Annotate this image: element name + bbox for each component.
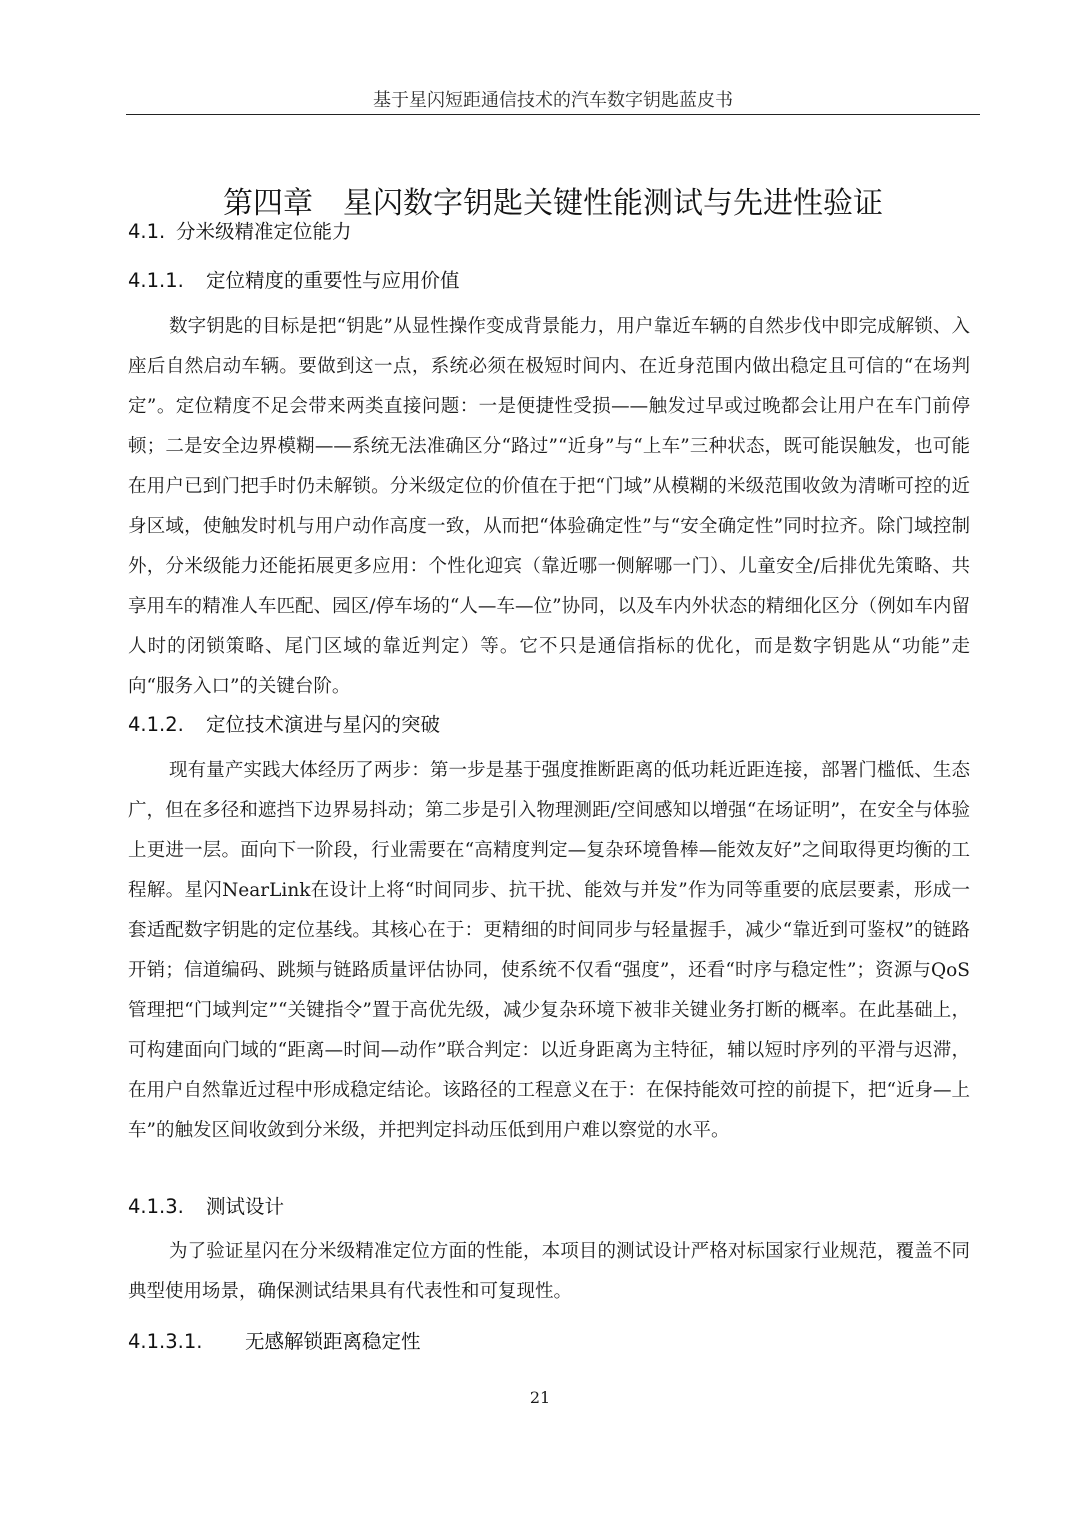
- section-title: 定位技术演进与星闪的突破: [206, 713, 441, 736]
- section-heading-4-1-3: [128, 1191, 284, 1219]
- body-paragraph-2: 现有量产实践大体经历了两步：第一步是基于强度推断距离的低功耗近距连接，部署门槛低、生态广，但在多径和遮挡下边界易抖动；第二步是引入物理测距/空间感知以增强“在场证明”，在安全与体验上更进一层。面向下一阶段，行业需要在“高精度判定—复杂环境鲁棒—能效友好”之间取得更均衡的工程解。星闪NearLink在设计上将“时间同步、抗干扰、能效与并发”作为同等重要的底层要素，形成一套适配数字钥匙的定位基线。其核心在于：更精细的时间同步与轻量握手，减少“靠近到可鉴权”的链路开销；信道编码、跳频与链路质量评估协同，使系统不仅看“强度”，还看“时序与稳定性”；资源与QoS管理把“门域判定”“关键指令”置于高优先级，减少复杂环境下被非关键业务打断的概率。在此基础上，可构建面向门域的“距离—时间—动作”联合判定：以近身距离为主特征，辅以短时序列的平滑与迟滞，在用户自然靠近过程中形成稳定结论。该路径的工程意义在于：在保持能效可控的前提下，把“近身—上车”的触发区间收敛到分米级，并把判定抖动压低到用户难以察觉的水平。: [128, 760, 970, 1141]
- section-title: 无感解锁距离稳定性: [245, 1330, 421, 1353]
- section-title: 分米级精准定位能力: [176, 220, 352, 243]
- section-number: 4.1.3.: [128, 1195, 184, 1218]
- section-heading-4-1-1: [128, 265, 460, 293]
- page-number: 21: [529, 1388, 551, 1407]
- section-number: 4.1.1.: [128, 269, 184, 292]
- running-header: 基于星闪短距通信技术的汽车数字钥匙蓝皮书: [373, 90, 733, 111]
- body-paragraph-3: 为了验证星闪在分米级精准定位方面的性能，本项目的测试设计严格对标国家行业规范，覆盖不同典型使用场景，确保测试结果具有代表性和可复现性。: [128, 1241, 970, 1302]
- section-heading-4-1-2: [128, 709, 440, 737]
- section-title: 测试设计: [206, 1195, 285, 1218]
- section-number: 4.1.3.1.: [128, 1330, 203, 1353]
- header-rule: [126, 114, 980, 115]
- section-heading-4-1: [128, 216, 352, 244]
- section-number: 4.1.2.: [128, 713, 184, 736]
- section-number: 4.1.: [128, 220, 166, 243]
- body-paragraph-1: 数字钥匙的目标是把“钥匙”从显性操作变成背景能力，用户靠近车辆的自然步伐中即完成解锁、入座后自然启动车辆。要做到这一点，系统必须在极短时间内、在近身范围内做出稳定且可信的“在场判定”。定位精度不足会带来两类直接问题：一是便捷性受损——触发过早或过晚都会让用户在车门前停顿；二是安全边界模糊——系统无法准确区分“路过”“近身”与“上车”三种状态，既可能误触发，也可能在用户已到门把手时仍未解锁。分米级定位的价值在于把“门域”从模糊的米级范围收敛为清晰可控的近身区域，使触发时机与用户动作高度一致，从而把“体验确定性”与“安全确定性”同时拉齐。除门域控制外，分米级能力还能拓展更多应用：个性化迎宾（靠近哪一侧解哪一门）、儿童安全/后排优先策略、共享用车的精准人车匹配、园区/停车场的“人—车—位”协同，以及车内外状态的精细化区分（例如车内留人时的闭锁策略、尾门区域的靠近判定）等。它不只是通信指标的优化，而是数字钥匙从“功能”走向“服务入口”的关键台阶。: [128, 316, 970, 697]
- section-heading-4-1-3-1: [128, 1326, 421, 1354]
- section-title: 定位精度的重要性与应用价值: [206, 269, 460, 292]
- chapter-title: 第四章 星闪数字钥匙关键性能测试与先进性验证: [223, 186, 883, 222]
